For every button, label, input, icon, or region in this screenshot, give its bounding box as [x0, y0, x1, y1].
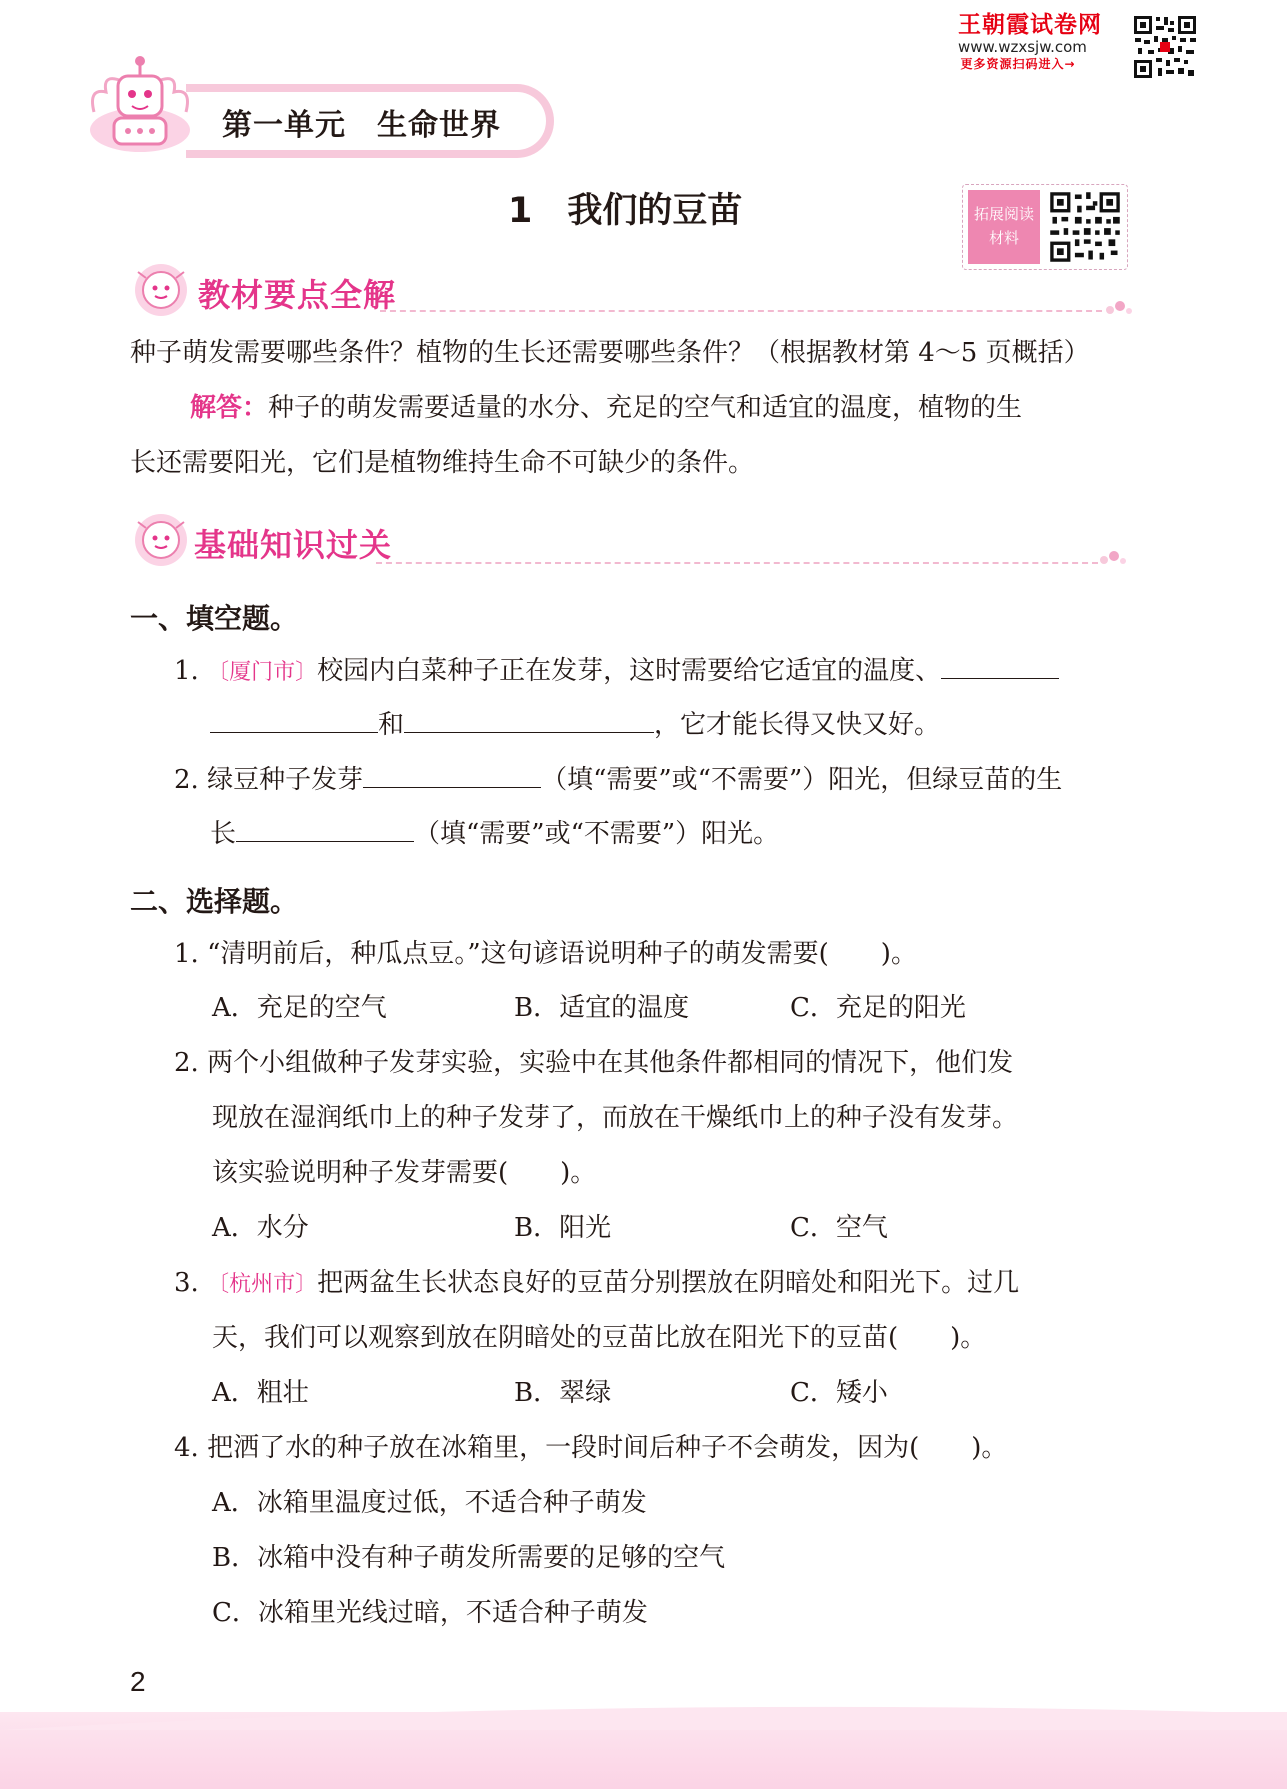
choice-option-a[interactable]: A．充足的空气	[212, 993, 387, 1023]
fill-question-2-cont	[210, 815, 779, 852]
choice-option-a[interactable]: A．水分	[212, 1213, 309, 1243]
region-tag: 〔杭州市〕	[207, 1272, 318, 1297]
question-text: 把两盆生长状态良好的豆苗分别摆放在阴暗处和阳光下。过几	[317, 1268, 1020, 1298]
question-text: （填“需要”或“不需要”）阳光，但绿豆苗的生	[541, 765, 1063, 795]
question-number: 1.	[174, 656, 199, 686]
question-number: 2.	[174, 765, 199, 795]
dots-decoration-icon	[1098, 548, 1128, 568]
fill-question-2	[174, 761, 1062, 798]
key-point-question: 种子萌发需要哪些条件？植物的生长还需要哪些条件？（根据教材第 4～5 页概括）	[130, 338, 1090, 368]
question-text: （填“需要”或“不需要”）阳光。	[414, 819, 780, 849]
choice-question-3	[174, 1265, 1019, 1303]
choice-question-2-line3: 该实验说明种子发芽需要( )。	[212, 1158, 597, 1188]
choice-option-c[interactable]: C．冰箱里光线过暗，不适合种子萌发	[212, 1598, 648, 1628]
choice-question-2	[174, 1045, 1013, 1081]
lesson-title: 1 我们的豆苗	[508, 191, 743, 231]
choice-option-b[interactable]: B．翠绿	[514, 1378, 612, 1408]
section-divider	[380, 310, 1102, 312]
question-number: 3.	[174, 1268, 199, 1298]
section-divider	[376, 562, 1098, 564]
choice-option-c[interactable]: C．充足的阳光	[790, 993, 966, 1023]
fill-question-1	[174, 652, 1059, 691]
question-number: 1.	[174, 939, 199, 969]
brand-block	[958, 12, 1102, 72]
answer-blank[interactable]	[404, 706, 654, 733]
footer-wave-decoration	[0, 1700, 1287, 1730]
question-text: 两个小组做种子发芽实验，实验中在其他条件都相同的情况下，他们发	[207, 1048, 1014, 1078]
choice-question-4	[174, 1430, 1007, 1466]
choice-option-b[interactable]: B．阳光	[514, 1213, 612, 1243]
extended-reading-label[interactable]	[968, 190, 1040, 264]
part1-heading: 一、填空题。	[130, 602, 299, 635]
question-number: 4.	[174, 1433, 199, 1463]
question-text: 和	[378, 710, 405, 740]
choice-option-a[interactable]: A．冰箱里温度过低，不适合种子萌发	[212, 1488, 647, 1518]
unit-title: 第一单元 生命世界	[222, 108, 501, 143]
section-mascot-icon	[130, 262, 192, 318]
page-number: 2	[130, 1666, 146, 1697]
section-title-key-points: 教材要点全解	[198, 276, 397, 314]
choice-question-3-line2: 天，我们可以观察到放在阴暗处的豆苗比放在阳光下的豆苗( )。	[212, 1323, 987, 1353]
extended-reading-label-line1: 拓展阅读	[973, 205, 1034, 223]
choice-option-b[interactable]: B．适宜的温度	[514, 993, 690, 1023]
region-tag: 〔厦门市〕	[207, 660, 318, 685]
section-title-basic-knowledge: 基础知识过关	[194, 526, 393, 564]
dots-decoration-icon	[1104, 298, 1134, 318]
brand-tip: 更多资源扫码进入→	[960, 57, 1076, 71]
choice-question-2-line2: 现放在湿润纸巾上的种子发芽了，而放在干燥纸巾上的种子没有发芽。	[212, 1103, 1019, 1133]
brand-name: 王朝霞试卷网	[958, 12, 1102, 38]
choice-option-c[interactable]: C．矮小	[790, 1378, 888, 1408]
qr-code-icon[interactable]	[1048, 190, 1122, 264]
part2-heading: 二、选择题。	[130, 885, 299, 918]
key-point-answer-line1	[190, 390, 1022, 426]
question-text: 把洒了水的种子放在冰箱里，一段时间后种子不会萌发，因为( )。	[207, 1433, 1008, 1463]
brand-url[interactable]: www.wzxsjw.com	[958, 38, 1087, 56]
question-number: 2.	[174, 1048, 199, 1078]
choice-question-1	[174, 936, 917, 972]
answer-text: 种子的萌发需要适量的水分、充足的空气和适宜的温度，植物的生	[268, 393, 1023, 423]
extended-reading-label-line2: 材料	[988, 229, 1019, 247]
section-mascot-icon	[130, 512, 192, 568]
question-text: 绿豆种子发芽	[207, 765, 364, 795]
qr-code-icon[interactable]	[1132, 14, 1198, 80]
choice-option-c[interactable]: C．空气	[790, 1213, 888, 1243]
choice-option-b[interactable]: B．冰箱中没有种子萌发所需要的足够的空气	[212, 1543, 726, 1573]
question-text: 长	[210, 819, 237, 849]
answer-label: 解答：	[190, 393, 269, 423]
choice-option-a[interactable]: A．粗壮	[212, 1378, 309, 1408]
answer-blank[interactable]	[236, 815, 414, 842]
fill-question-1-cont	[210, 706, 940, 743]
question-text: ，它才能长得又快又好。	[654, 710, 941, 740]
robot-mascot-icon	[84, 52, 196, 156]
answer-blank[interactable]	[210, 706, 378, 733]
answer-blank[interactable]	[941, 652, 1059, 679]
key-point-answer-line2: 长还需要阳光，它们是植物维持生命不可缺少的条件。	[130, 448, 755, 478]
question-text: 校园内白菜种子正在发芽，这时需要给它适宜的温度、	[317, 656, 942, 686]
answer-blank[interactable]	[363, 761, 541, 788]
question-text: “清明前后，种瓜点豆。”这句谚语说明种子的萌发需要( )。	[207, 939, 917, 969]
